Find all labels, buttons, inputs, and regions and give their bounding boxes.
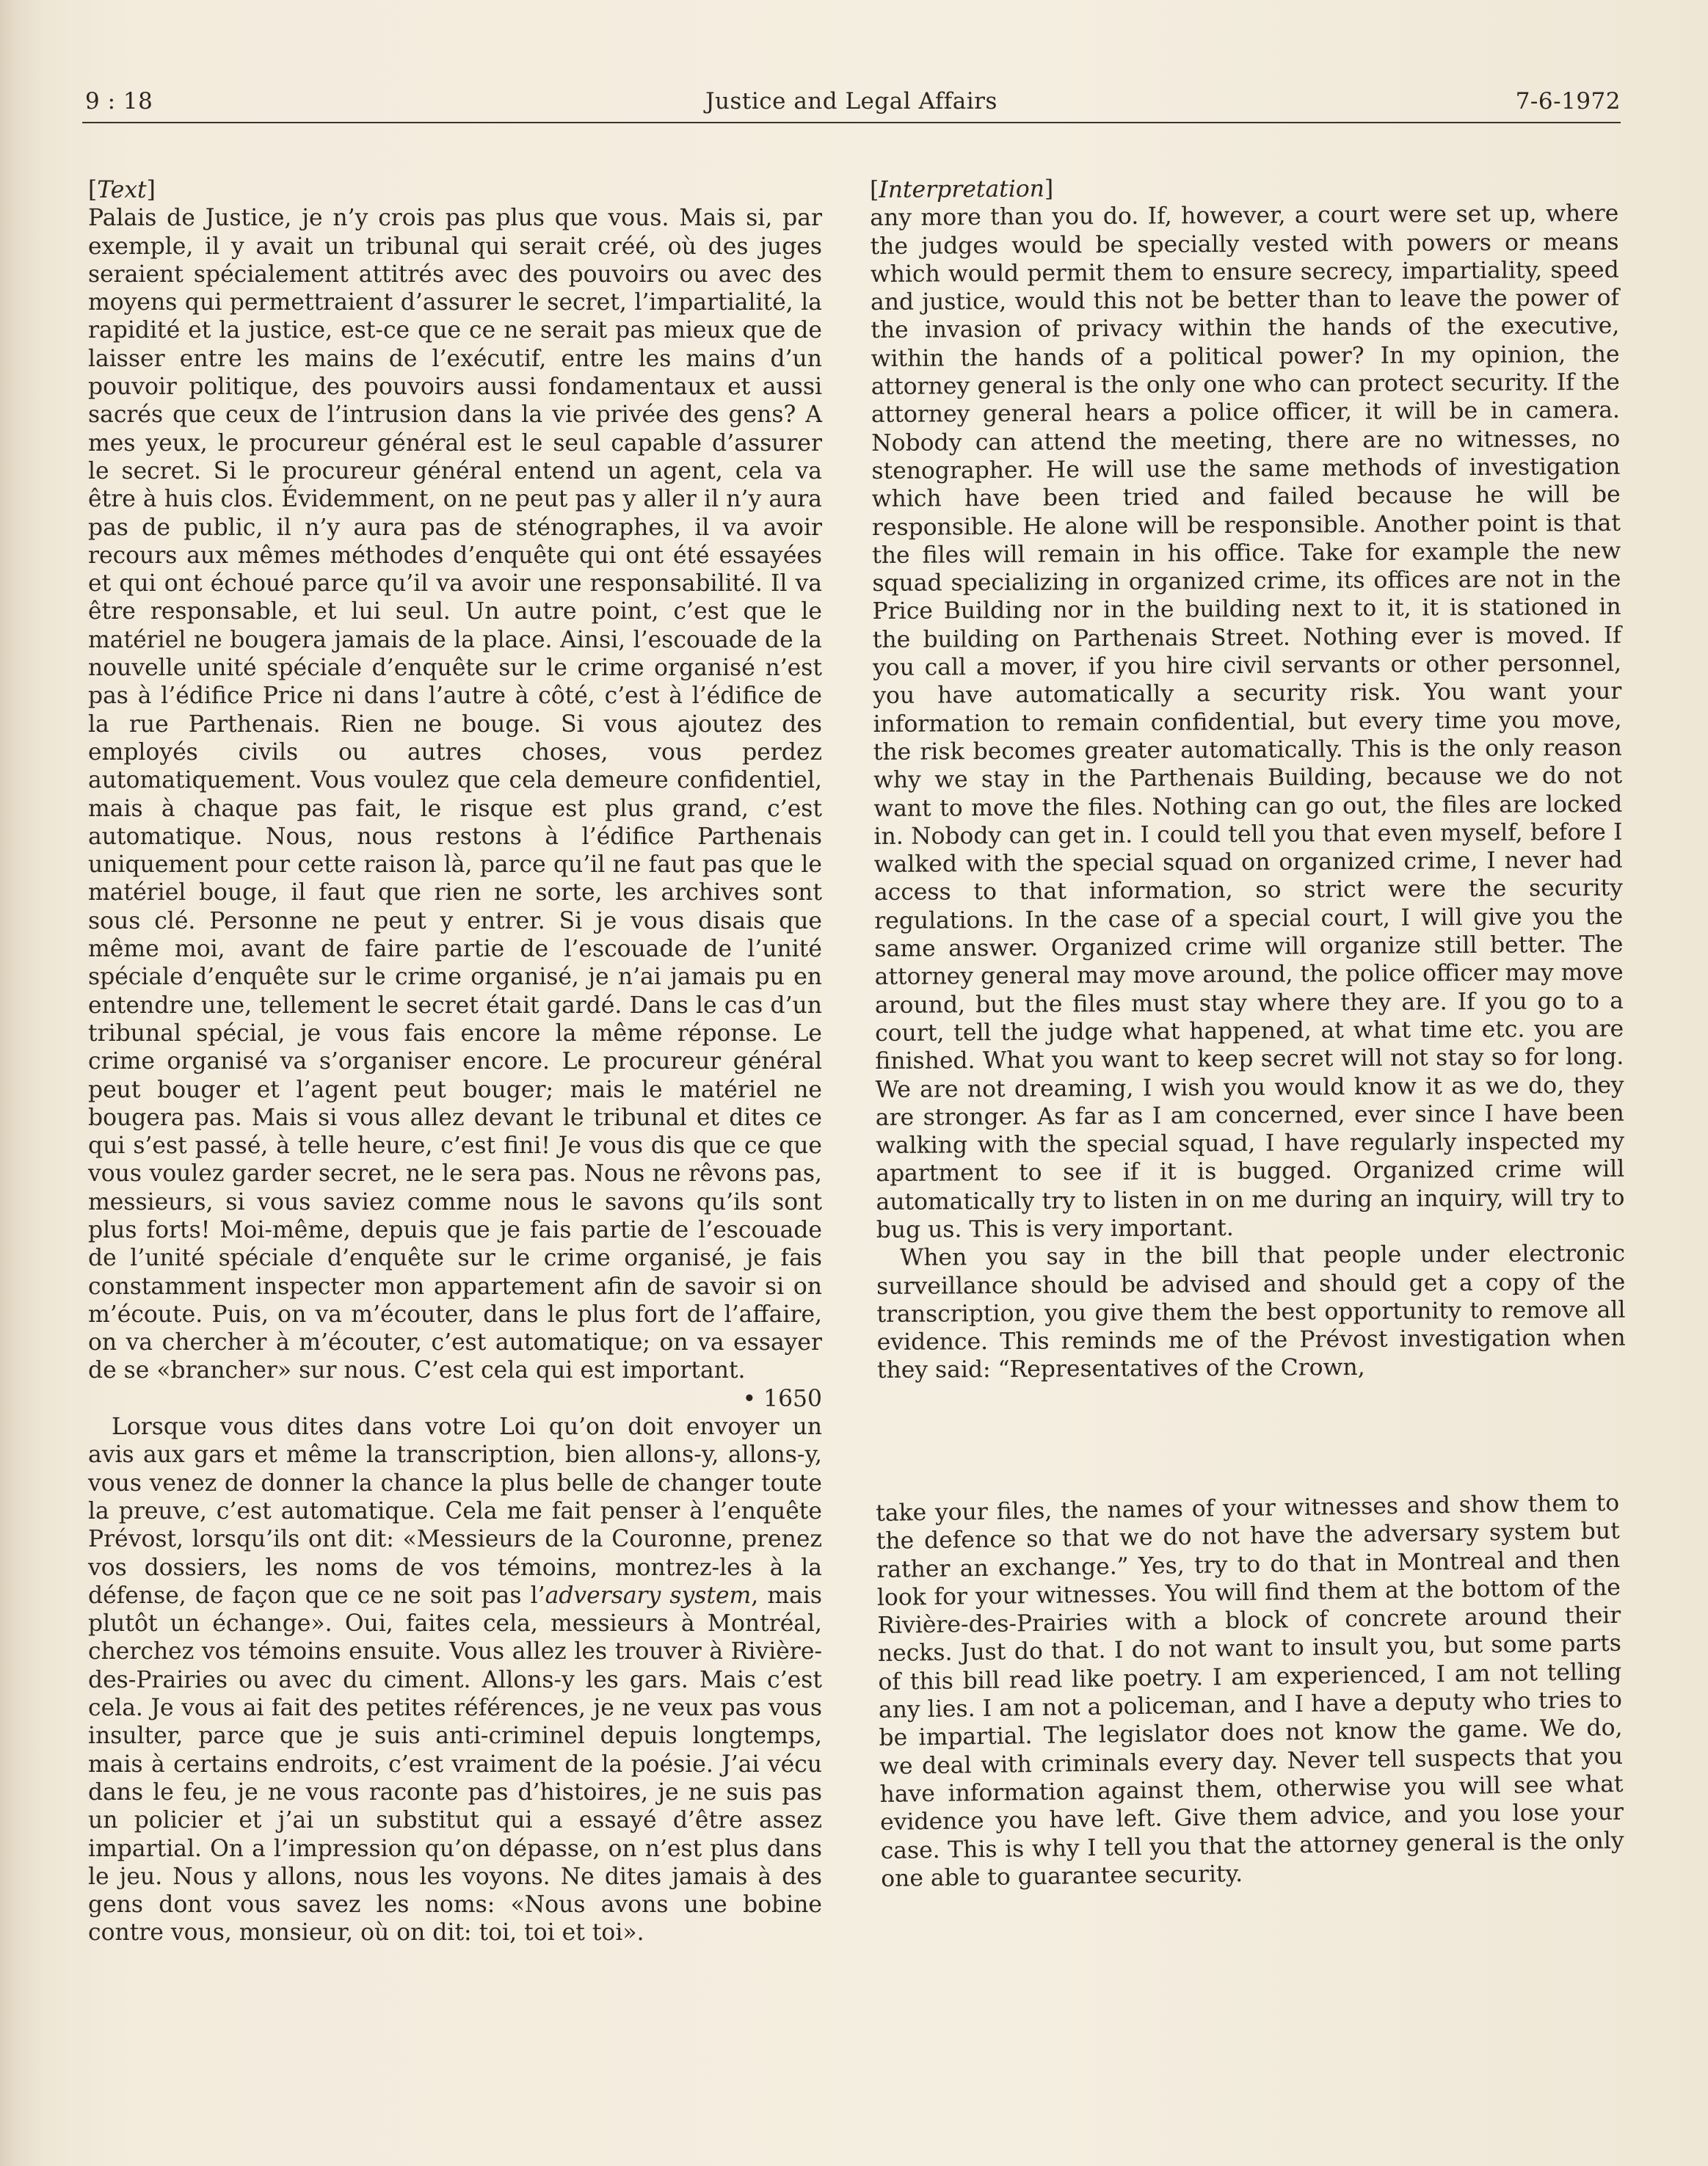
right-paragraph-2: When you say in the bill that people under electronic surveillance should be advised and should get a copy of the transcription, you give them the best opportunity to remove all evidence. This reminds me of the Prévost investigation when they said: “Representatives of the Crown, xyxy=(876,1240,1626,1384)
left-column-label: [Text] xyxy=(88,177,156,203)
page-header xyxy=(82,82,1621,126)
page-number: 9 : 18 xyxy=(85,88,153,115)
left-paragraph-2 xyxy=(88,1413,822,1947)
left-paragraph-2-italic: adversary system xyxy=(545,1582,752,1609)
right-column xyxy=(870,172,1626,1385)
right-column-continued xyxy=(876,1489,1624,1893)
right-column-label: [Interpretation] xyxy=(870,175,1054,203)
left-column-label-text: Text xyxy=(97,177,147,203)
page-title: Justice and Legal Affairs xyxy=(705,88,997,115)
left-paragraph-2-part-1: Lorsque vous dites dans votre Loi qu’on doit envoyer un avis aux gars et même la transcription, bien allons-y, allons-y, vous venez de donner la chance la plus belle de changer toute la preuve, c’est automatique. Cela me fait penser à l’enquête Prévost, lorsqu’ils ont dit: «Messieurs de la Couronne, prenez vos dossiers, les noms de vos témoins, montrez-les à la défense, de façon que ce ne soit pas l’ xyxy=(88,1414,822,1609)
binding-gutter xyxy=(0,0,44,2166)
header-rule xyxy=(82,122,1621,123)
left-column xyxy=(88,176,822,1947)
right-paragraph-1: any more than you do. If, however, a court were set up, where the judges would be specially vested with powers or means which would permit them to ensure secrecy, impartiality, speed and justice, would this not be better than to leave the power of the invasion of privacy within the hands of the executive, within the hands of a political power? In my opinion, the attorney general is the only one who can protect security. If the attorney general hears a police officer, it will be in camera. Nobody can attend the meeting, there are no witnesses, no stenographer. He will use the same methods of investigation which have been tried and failed because he will be responsible. He alone will be responsible. Another point is that the files will remain in his office. Take for example the new squad specializing in organized crime, its offices are not in the Price Building nor in the building next to it, it is stationed in the building on Parthenais Street. Nothing ever is moved. If you call a mover, if you hire civil servants or other personnel, you have automatically a security risk. You want your information to remain confidential, but every time you move, the risk becomes greater automatically. This is the only reason why we stay in the Parthenais Building, because we do not want to move the files. Nothing can go out, the files are locked in. Nobody can get in. I could tell you that even myself, before I walked with the special squad on organized crime, I never had access to that information, so strict were the security regulations. In the case of a special court, I will give you the same answer. Organized crime will organize still better. The attorney general may move around, the police officer may move around, but the files must stay where they are. If you go to a court, tell the judge what happened, at what time etc. you are finished. What you want to keep secret will not stay so for long. We are not dreaming, I wish you would know it as we do, they are stronger. As far as I am concerned, ever since I have been walking with the special squad, I have regularly inspected my apartment to see if it is bugged. Organized crime will automatically try to listen in on me during an inquiry, will try to bug us. This is very important. xyxy=(870,200,1625,1243)
right-paragraph-3: take your files, the names of your witnesses and show them to the defence so that we do not have the adversary system but rather an exchange.” Yes, try to do that in Montreal and then look for your witnesses. You will find them at the bottom of the Rivière-des-Prairies with a block of concrete around their necks. Just do that. I do not want to insult you, but some parts of this bill read like poetry. I am experienced, I am not telling any lies. I am not a policeman, and I have a deputy who tries to be impartial. The legislator does not know the game. We do, we deal with criminals every day. Never tell suspects that you have information against them, otherwise you will see what evidence you have left. Give them advice, and you lose your case. This is why I tell you that the attorney general is the only one able to guarantee security. xyxy=(876,1489,1624,1892)
time-marker: • 1650 xyxy=(742,1385,822,1412)
page-date: 7-6-1972 xyxy=(1515,88,1621,115)
left-paragraph-1: Palais de Justice, je n’y crois pas plus que vous. Mais si, par exemple, il y avait un tribunal qui serait créé, où des juges seraient spécialement attitrés avec des pouvoirs ou avec des moyens qui permettraient d’assurer le secret, l’impartialité, la rapidité et la justice, est-ce que ce ne serait pas mieux que de laisser entre les mains de l’exécutif, entre les mains d’un pouvoir politique, des pouvoirs aussi fondamentaux et aussi sacrés que ceux de l’intrusion dans la vie privée des gens? A mes yeux, le procureur général est le seul capable d’assurer le secret. Si le procureur général entend un agent, cela va être à huis clos. Évidemment, on ne peut pas y aller il n’y aura pas de public, il n’y aura pas de sténographes, il va avoir recours aux mêmes méthodes d’enquête qui ont été essayées et qui ont échoué parce qu’il va avoir une responsabilité. Il va être responsable, et lui seul. Un autre point, c’est que le matériel ne bougera jamais de la place. Ainsi, l’escouade de la nouvelle unité spéciale d’enquête sur le crime organisé n’est pas à l’édifice Price ni dans l’autre à côté, c’est à l’édifice de la rue Parthenais. Rien ne bouge. Si vous ajoutez des employés civils ou autres choses, vous perdez automatiquement. Vous voulez que cela demeure confidentiel, mais à chaque pas fait, le risque est plus grand, c’est automatique. Nous, nous restons à l’édifice Parthenais uniquement pour cette raison là, parce qu’il ne faut pas que le matériel bouge, il faut que rien ne sorte, les archives sont sous clé. Personne ne peut y entrer. Si je vous disais que même moi, avant de faire partie de l’escouade de l’unité spéciale d’enquête sur le crime organisé, je n’ai jamais pu en entendre une, tellement le secret était gardé. Dans le cas d’un tribunal spécial, je vous fais encore la même réponse. Le crime organisé va s’organiser encore. Le procureur général peut bouger et l’agent peut bouger; mais le matériel ne bougera pas. Mais si vous allez devant le tribunal et dites ce qui s’est passé, à telle heure, c’est fini! Je vous dis que ce que vous voulez garder secret, ne le sera pas. Nous ne rêvons pas, messieurs, si vous saviez comme nous le savons qu’ils sont plus forts! Moi-même, depuis que je fais partie de l’escouade de l’unité spéciale d’enquête sur le crime organisé, je fais constamment inspecter mon appartement afin de savoir si on m’écoute. Puis, on va m’écouter, dans le plus fort de l’affaire, on va chercher à m’écouter, c’est automatique; on va essayer de se «brancher» sur nous. C’est cela qui est important. xyxy=(88,205,822,1384)
left-paragraph-2-part-2: , mais plutôt un échange». Oui, faites cela, messieurs à Montréal, cherchez vos témoins ensuite. Vous allez les trouver à Rivière-des-Prairies ou avec du ciment. Allons-y les gars. Mais c’est cela. Je vous ai fait des petites références, je ne veux pas vous insulter, parce que je suis anti-criminel depuis longtemps, mais à certains endroits, c’est vraiment de la poésie. J’ai vécu dans le feu, je ne vous raconte pas d’histoires, je ne suis pas un policier et j’ai un substitut qui a essayé d’être assez impartial. On a l’impression qu’on dépasse, on n’est plus dans le jeu. Nous y allons, nous les voyons. Ne dites jamais à des gens dont vous savez les noms: «Nous avons une bobine contre vous, monsieur, où on dit: toi, toi et toi». xyxy=(88,1582,822,1947)
right-column-label-text: Interpretation xyxy=(879,175,1045,203)
